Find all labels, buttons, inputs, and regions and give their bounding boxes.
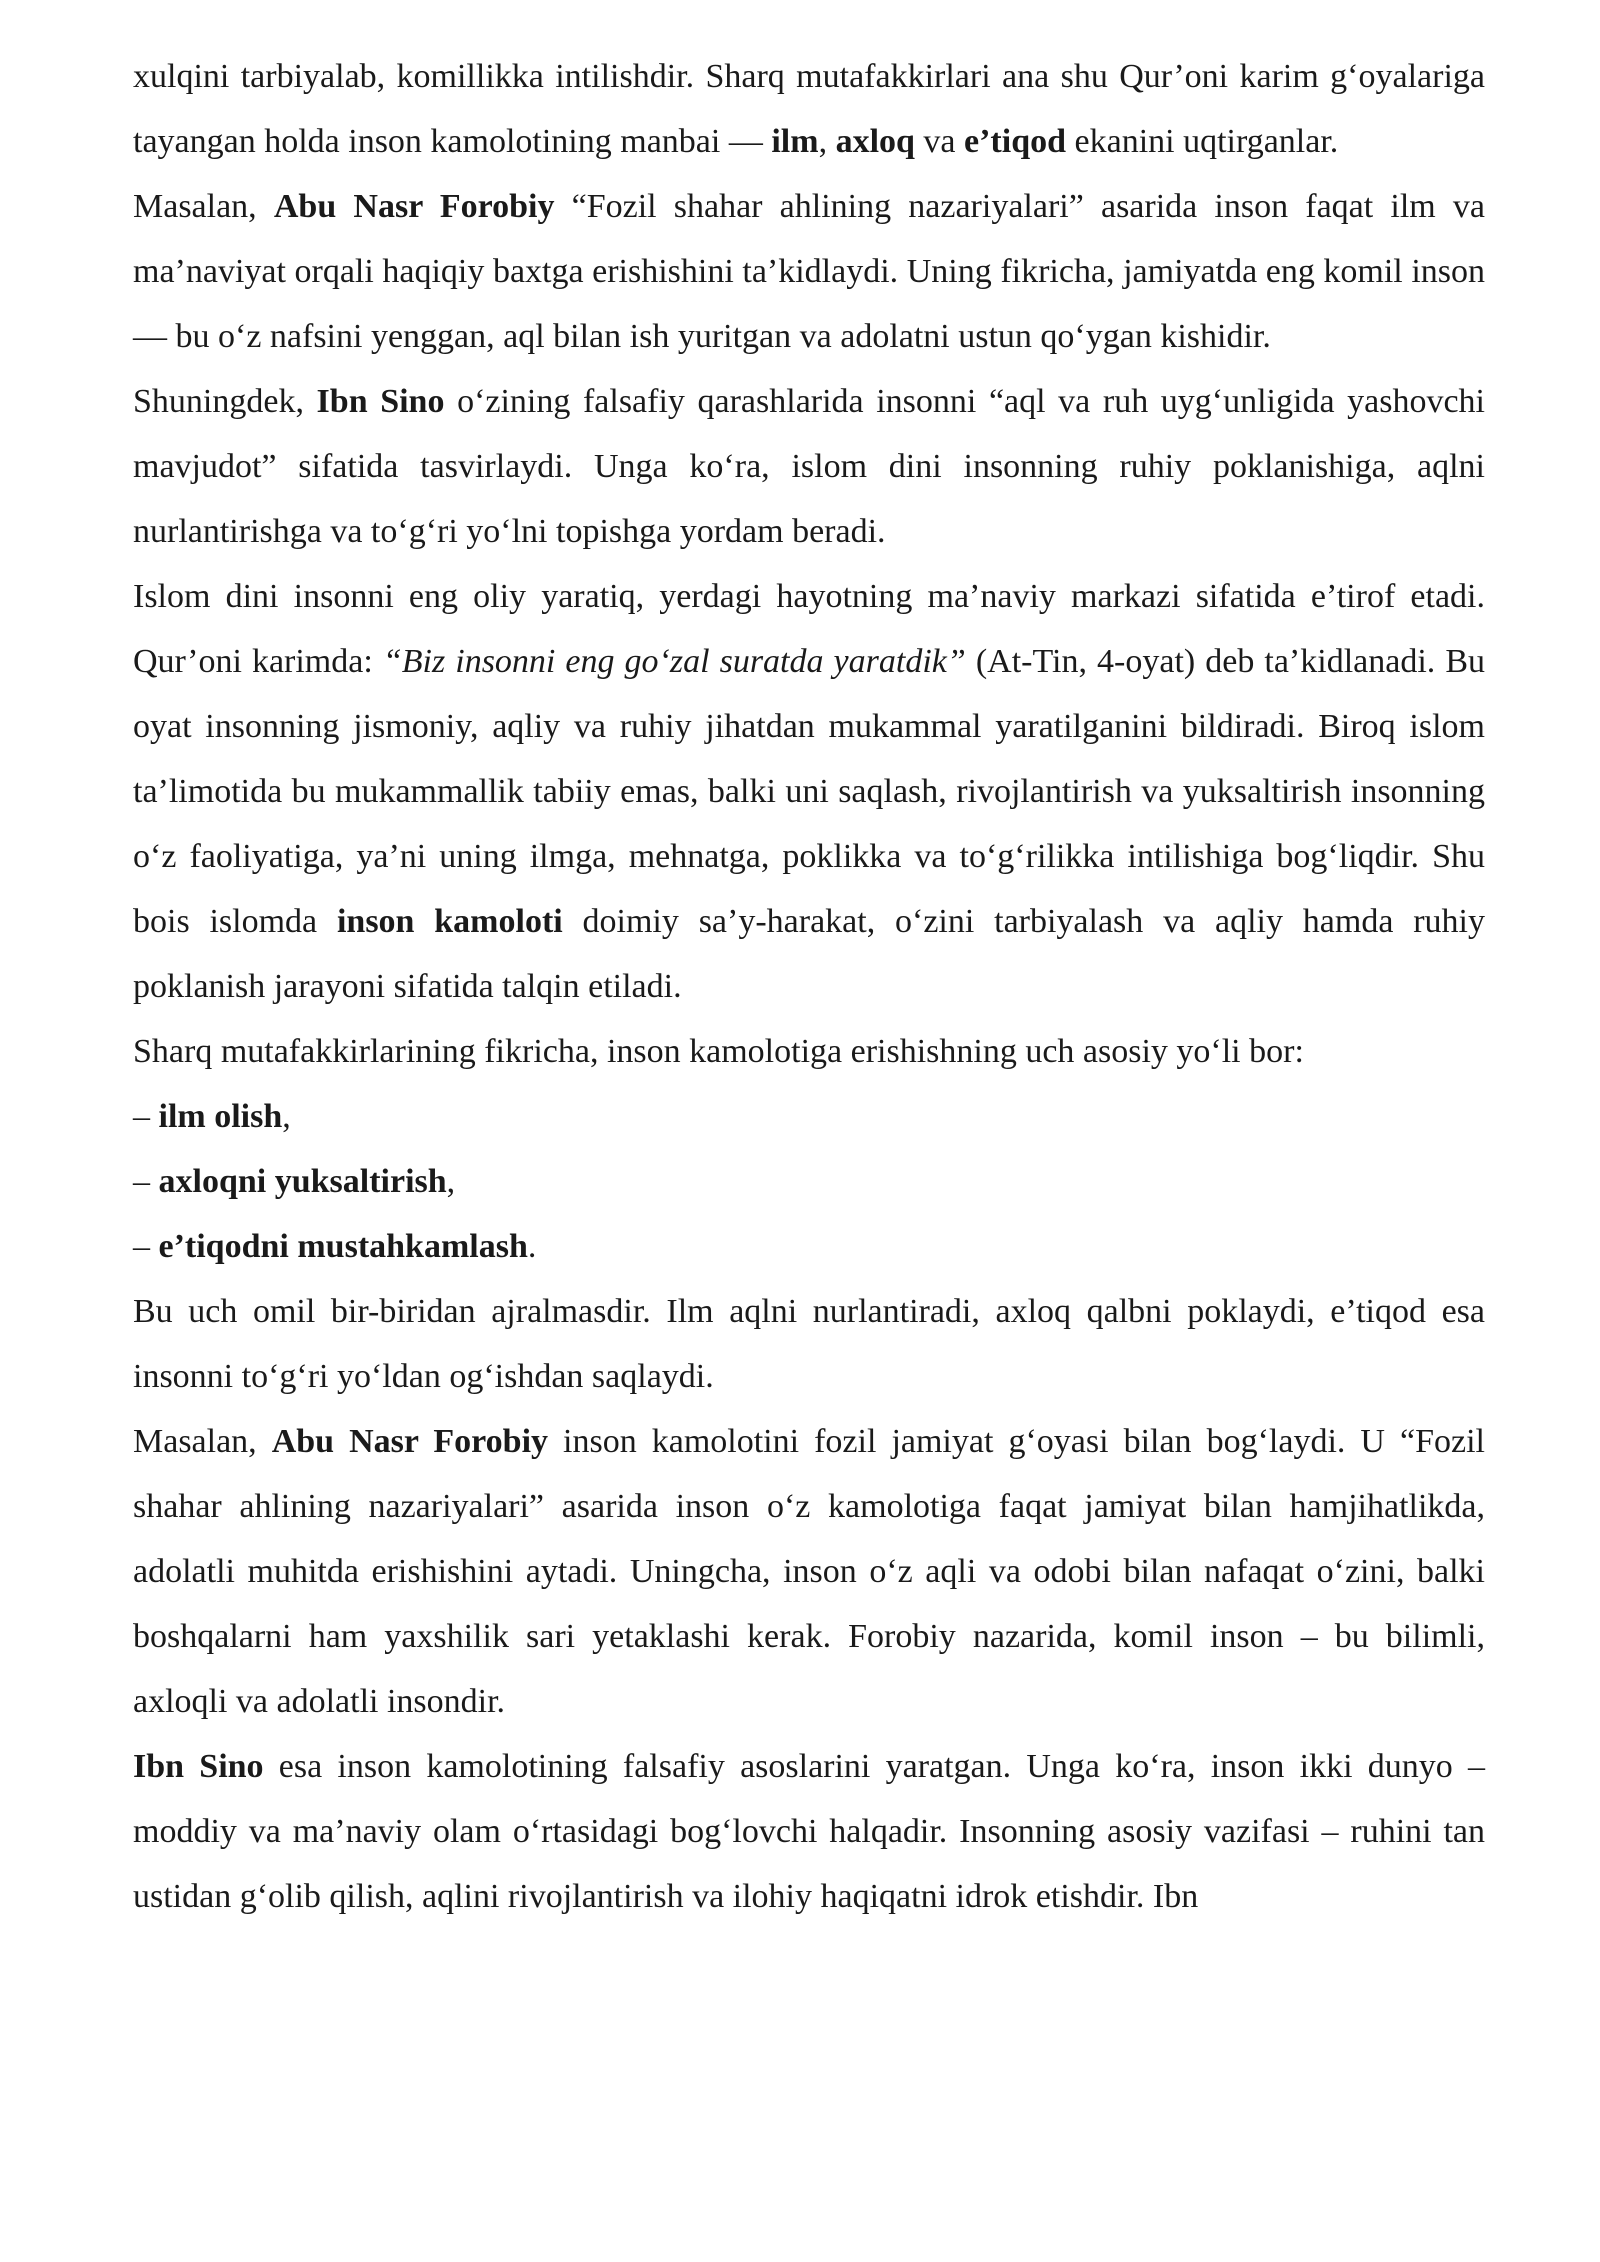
text-run: o‘zining falsafiy qarashlarida insonni “aql va ruh uyg‘unligida yashovchi mavjudot” sifatida tasvirlaydi. Unga ko‘ra, islom dini insonning ruhiy poklanishiga, aqlni nurlantirishga va to‘g‘ri yo‘lni topishga yordam beradi. [133,383,1485,550]
paragraph-2 [133,174,1485,369]
list-item-axloqni-yuksaltirish [133,1149,1485,1214]
text-run: Bu uch omil bir-biridan ajralmasdir. Ilm aqlni nurlantiradi, axloq qalbni poklaydi, e’tiqod esa insonni to‘g‘ri yo‘ldan og‘ishdan saqlaydi. [133,1293,1485,1395]
paragraph-6 [133,1279,1485,1409]
text-run: xulqini tarbiyalab, komillikka intilishdir. Sharq mutafakkirlari ana shu Qur’oni karim g‘oyalariga tayangan holda inson kamolotining manbai — [133,58,1485,160]
list-punct: , [446,1163,456,1200]
text-run: “Fozil shahar ahlining nazariyalari” asarida inson faqat ilm va ma’naviyat orqali haqiqiy baxtga erishishini ta’kidlaydi. Uning fikricha, jamiyatda eng komil inson — bu o‘z nafsini yenggan, aql bilan ish yuritgan va adolatni ustun qo‘ygan kishidir. [133,188,1485,355]
list-punct: . [527,1228,537,1265]
paragraph-3 [133,369,1485,564]
paragraph-1 [133,44,1485,174]
bold-term-inson-kamoloti: inson kamoloti [336,903,563,940]
paragraph-7 [133,1409,1485,1734]
list-dash: – [133,1163,159,1200]
list-punct: , [282,1098,291,1135]
text-run: doimiy sa’y-harakat, o‘zini tarbiyalash va aqliy hamda ruhiy poklanish jarayoni sifatida talqin etiladi. [133,903,1485,1005]
text-run: , [818,123,836,160]
list-dash: – [133,1228,159,1265]
bold-term-axloq: axloq [835,123,915,160]
bold-name-forobiy: Abu Nasr Forobiy [271,1423,549,1460]
paragraph-5 [133,1019,1485,1084]
bold-term-ilm: ilm [771,123,819,160]
list-item-ilm-olish [133,1084,1485,1149]
bold-list-term: ilm olish [158,1098,283,1135]
bold-list-term: axloqni yuksaltirish [158,1163,447,1200]
text-run: Masalan, [133,188,274,225]
text-run: Shuningdek, [133,383,317,420]
bold-list-term: e’tiqodni mustahkamlash [158,1228,528,1265]
list-dash: – [133,1098,159,1135]
text-run: Islom dini insonni eng oliy yaratiq, yerdagi hayotning ma’naviy markazi sifatida e’tirof etadi. Qur’oni karimda: [133,578,1485,680]
bold-name-forobiy: Abu Nasr Forobiy [273,188,555,225]
bold-name-ibn-sino: Ibn Sino [133,1748,264,1785]
document-page [133,44,1485,1929]
text-run: va [914,123,965,160]
text-run: ekanini uqtirganlar. [1066,123,1339,160]
text-run: Masalan, [133,1423,272,1460]
list-item-etiqodni-mustahkamlash [133,1214,1485,1279]
paragraph-4 [133,564,1485,1019]
text-run: inson kamolotini fozil jamiyat g‘oyasi bilan bog‘laydi. U “Fozil shahar ahlining nazariyalari” asarida inson o‘z kamolotiga faqat jamiyat bilan hamjihatlikda, adolatli muhitda erishishini aytadi. Uningcha, inson o‘z aqli va odobi bilan nafaqat o‘zini, balki boshqalarni ham yaxshilik sari yetaklashi kerak. Forobiy nazarida, komil inson – bu bilimli, axloqli va adolatli insondir. [133,1423,1485,1720]
text-run: Sharq mutafakkirlarining fikricha, inson kamolotiga erishishning uch asosiy yo‘li bor: [133,1033,1304,1070]
bold-name-ibn-sino: Ibn Sino [316,383,445,420]
italic-quran-quote: “Biz insonni eng go‘zal suratda yaratdik” [382,643,966,680]
bold-term-etiqod: e’tiqod [964,123,1067,160]
text-run: (At-Tin, 4-oyat) deb ta’kidlanadi. Bu oyat insonning jismoniy, aqliy va ruhiy jihatdan mukammal yaratilganini bildiradi. Biroq islom ta’limotida bu mukammallik tabiiy emas, balki uni saqlash, rivojlantirish va yuksaltirish insonning o‘z faoliyatiga, ya’ni uning ilmga, mehnatga, poklikka va to‘g‘rilikka intilishiga bog‘liqdir. Shu bois islomda [133,643,1486,940]
text-run: esa inson kamolotining falsafiy asoslarini yaratgan. Unga ko‘ra, inson ikki dunyo – moddiy va ma’naviy olam o‘rtasidagi bog‘lovchi halqadir. Insonning asosiy vazifasi – ruhini tan ustidan g‘olib qilish, aqlini rivojlantirish va ilohiy haqiqatni idrok etishdir. Ibn [133,1748,1485,1915]
paragraph-8 [133,1734,1485,1929]
